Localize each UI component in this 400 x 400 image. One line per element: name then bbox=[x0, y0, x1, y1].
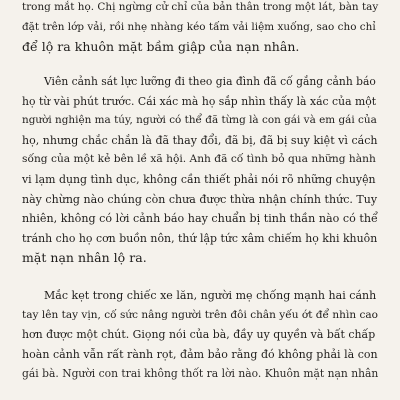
paragraph-2 bbox=[22, 72, 378, 268]
text-line: trong mắt họ. Chị ngừng cử chỉ của bản thân trong một lát, bàn tay bbox=[22, 1, 379, 13]
text-line: hoàn cảnh vẫn rất rành rọt, đảm bảo rằng đó không phải là con bbox=[22, 347, 378, 361]
paragraph-3 bbox=[22, 286, 378, 384]
paragraph-1 bbox=[22, 0, 378, 57]
text-line: họ từ vài phút trước. Cái xác mà họ sắp nhìn thấy là xác của một bbox=[22, 94, 377, 108]
text-line: vi lạm dụng tình dục, không cần thiết phải nói rõ những chuyện bbox=[22, 172, 376, 186]
text-line: này chừng nào chúng còn chưa được thừa nhận chính thức. Tuy bbox=[22, 192, 378, 206]
text-line: đặt trên lớp vải, rồi nhẹ nhàng kéo tấm vải liệm xuống, sao cho chỉ bbox=[22, 20, 376, 33]
text-line: người nghiện ma túy, người có thể đã từng là con gái và em gái của bbox=[22, 114, 377, 127]
text-line: Viên cảnh sát lực lưỡng đi theo gia đình đã cố gắng cảnh báo bbox=[44, 75, 376, 88]
text-line: tránh cho họ cơn buồn nôn, thứ lập tức xâm chiếm họ khi khuôn bbox=[22, 231, 378, 245]
text-line: sống của một kẻ bên lề xã hội. Anh đã cố tình bỏ qua những hành bbox=[22, 153, 376, 166]
text-line: họ, nhưng chắc chắn là đã thay đổi, đã bị, đã bị suy kiệt vì cách bbox=[22, 133, 378, 147]
text-line: để lộ ra khuôn mặt bầm giập của nạn nhân. bbox=[22, 39, 300, 55]
text-line: Mắc kẹt trong chiếc xe lăn, người mẹ chống mạnh hai cánh bbox=[44, 289, 377, 302]
text-line: nhiên, không có lời cảnh báo hay chuẩn bị tinh thần nào có thể bbox=[22, 212, 378, 226]
text-line: gái bà. Người con trai không thốt ra lời nào. Khuôn mặt nạn nhân bbox=[22, 367, 379, 381]
text-line: mặt nạn nhân lộ ra. bbox=[22, 250, 147, 266]
text-line: hơn được một chút. Giọng nói của bà, đầy uy quyền và bất chấp bbox=[22, 328, 376, 342]
text-line: tay lên tay vịn, cố sức nâng người trên đôi chân yếu ớt để nhìn cao bbox=[22, 308, 378, 321]
